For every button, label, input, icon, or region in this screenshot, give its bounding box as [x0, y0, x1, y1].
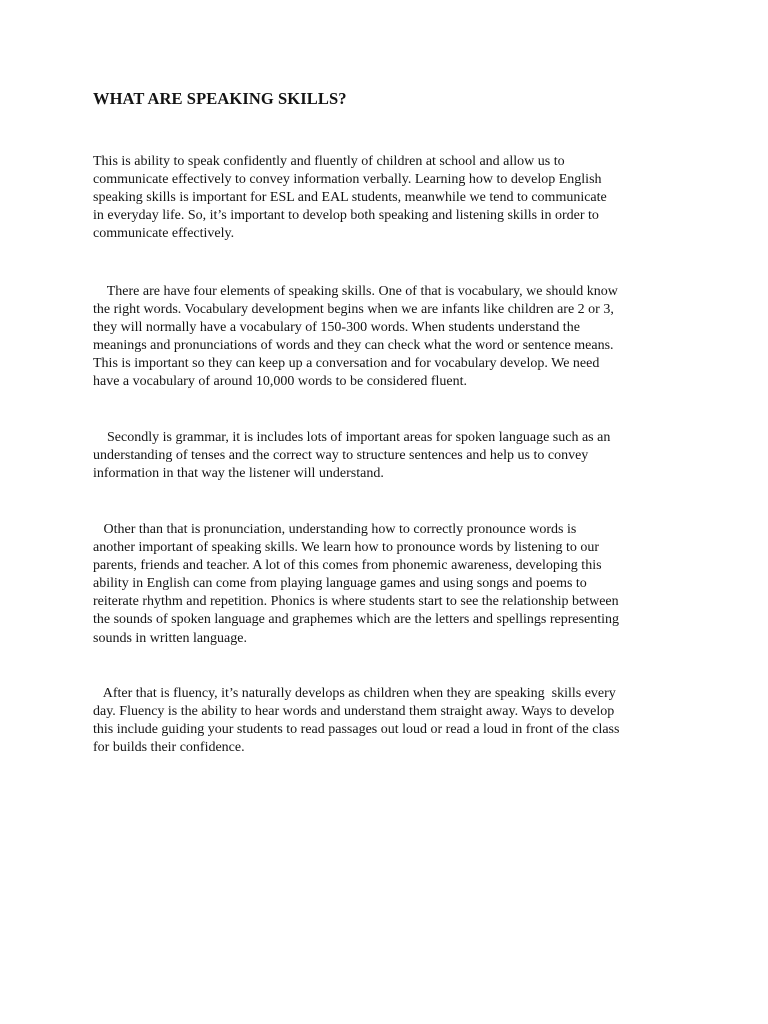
paragraph-pronunciation: [93, 521, 683, 648]
paragraph-line: This is important so they can keep up a conversation and for vocabulary develop. We need: [93, 356, 600, 372]
paragraph-line: Other than that is pronunciation, understanding how to correctly pronounce words is: [93, 522, 577, 537]
paragraph-line: the right words. Vocabulary development begins when we are infants like children are 2 or 3,: [93, 302, 614, 318]
paragraph-line: reiterate rhythm and repetition. Phonics is where students start to see the relationship between: [93, 594, 619, 610]
paragraph-line: sounds in written language.: [93, 630, 247, 646]
paragraph-fluency: [93, 685, 683, 757]
paragraph-line: understanding of tenses and the correct way to structure sentences and help us to convey: [93, 448, 589, 464]
paragraph-line: in everyday life. So, it’s important to develop both speaking and listening skills in order to: [93, 208, 599, 224]
document-title: WHAT ARE SPEAKING SKILLS?: [93, 89, 347, 108]
paragraph-line: this include guiding your students to read passages out loud or read a loud in front of the class: [93, 722, 620, 738]
paragraph-line: have a vocabulary of around 10,000 words to be considered fluent.: [93, 374, 467, 390]
paragraph-line: the sounds of spoken language and graphemes which are the letters and spellings representing: [93, 612, 620, 628]
paragraph-line: day. Fluency is the ability to hear words and understand them straight away. Ways to develop: [93, 704, 615, 720]
paragraph-grammar: [93, 429, 683, 483]
paragraph-line: speaking skills is important for ESL and EAL students, meanwhile we tend to communicate: [93, 190, 607, 206]
paragraph-line: There are have four elements of speaking skills. One of that is vocabulary, we should know: [93, 284, 618, 299]
paragraph-line: communicate effectively to convey information verbally. Learning how to develop English: [93, 172, 602, 188]
paragraph-line: they will normally have a vocabulary of 150-300 words. When students understand the: [93, 320, 580, 336]
paragraph-line: ability in English can come from playing language games and using songs and poems to: [93, 576, 587, 592]
paragraph-line: This is ability to speak confidently and fluently of children at school and allow us to: [93, 154, 565, 169]
paragraph-line: for builds their confidence.: [93, 740, 245, 756]
paragraph-introduction: [93, 153, 683, 243]
paragraph-vocabulary: [93, 283, 683, 392]
paragraph-line: information in that way the listener will understand.: [93, 466, 384, 482]
paragraph-line: After that is fluency, it’s naturally develops as children when they are speaking skills every: [93, 686, 616, 701]
paragraph-line: meanings and pronunciations of words and they can check what the word or sentence means.: [93, 338, 614, 354]
paragraph-line: communicate effectively.: [93, 226, 235, 242]
paragraph-line: another important of speaking skills. We learn how to pronounce words by listening to our: [93, 540, 600, 556]
paragraph-line: Secondly is grammar, it is includes lots of important areas for spoken language such as an: [93, 430, 611, 445]
paragraph-line: parents, friends and teacher. A lot of this comes from phonemic awareness, developing this: [93, 558, 602, 574]
